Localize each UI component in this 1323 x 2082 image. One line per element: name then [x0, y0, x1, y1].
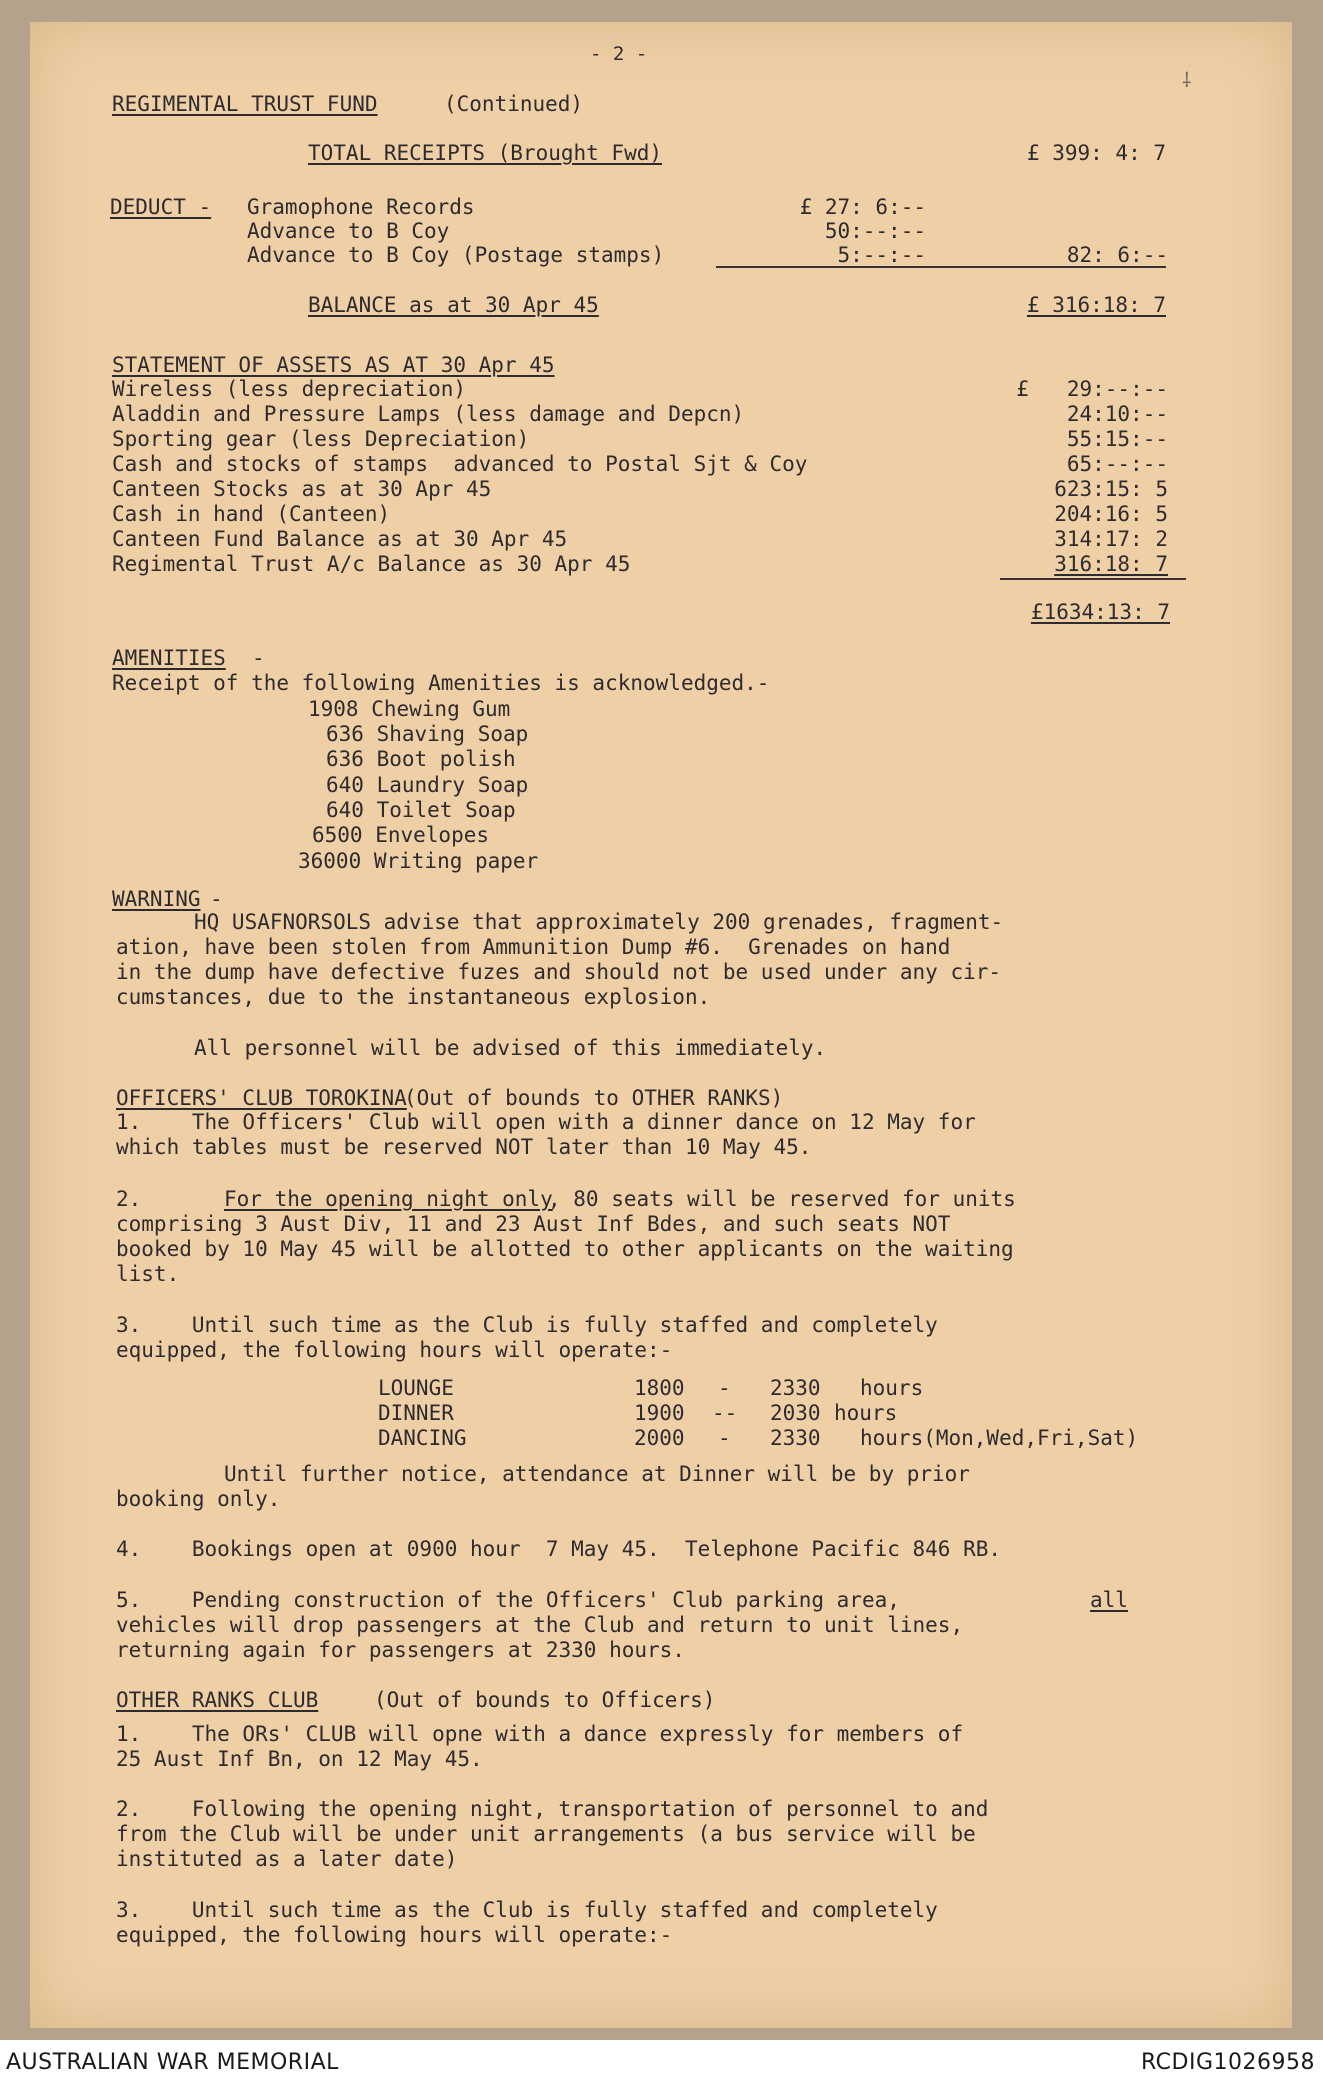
hours-from: 2000 [634, 1426, 685, 1450]
warning-line: HQ USAFNORSOLS advise that approximately 200 grenades, fragment- [194, 910, 1004, 934]
warning-line: cumstances, due to the instantaneous explosion. [116, 985, 711, 1009]
officers-club-p5: vehicles will drop passengers at the Club and return to unit lines, [116, 1613, 964, 1637]
deduction-label: Advance to B Coy (Postage stamps) [247, 243, 665, 267]
officers-club-p2: booked by 10 May 45 will be allotted to other applicants on the waiting [116, 1237, 1014, 1261]
hours-unit: hours(Mon,Wed,Fri,Sat) [860, 1426, 1139, 1450]
warning-line: in the dump have defective fuzes and should not be used under any cir- [116, 960, 1002, 984]
trust-fund-heading: REGIMENTAL TRUST FUND [112, 92, 378, 116]
amenities-heading-suffix: - [252, 646, 265, 670]
asset-value: 55:15:-- [1066, 427, 1168, 451]
amenities-intro: Receipt of the following Amenities is acknowledged.- [112, 671, 770, 695]
officers-club-p1: which tables must be reserved NOT later than 10 May 45. [116, 1135, 812, 1159]
asset-label: Cash in hand (Canteen) [112, 502, 391, 526]
other-ranks-club-heading-suffix: (Out of bounds to Officers) [374, 1688, 716, 1712]
amenity-item: 1908 Chewing Gum [308, 697, 511, 721]
trust-fund-heading-suffix: (Continued) [444, 92, 584, 116]
asset-value: 314:17: 2 [1054, 527, 1168, 551]
asset-label: Wireless (less depreciation) [112, 377, 467, 401]
hours-to: 2330 [770, 1376, 821, 1400]
deduct-label: DEDUCT - [110, 195, 212, 219]
balance-value: £ 316:18: 7 [1026, 293, 1166, 317]
asset-label: Cash and stocks of stamps advanced to Postal Sjt & Coy [112, 452, 808, 476]
page-number: - 2 - [590, 43, 648, 65]
hours-sep: - [718, 1376, 731, 1400]
officers-club-p3: equipped, the following hours will operate:- [116, 1338, 673, 1362]
hours-label: DINNER [378, 1401, 454, 1425]
hours-label: DANCING [378, 1426, 467, 1450]
hours-unit: hours [834, 1401, 898, 1425]
hours-to: 2030 [770, 1401, 821, 1425]
other-ranks-club-p3: 3. Until such time as the Club is fully staffed and completely [116, 1898, 938, 1922]
assets-heading: STATEMENT OF ASSETS AS AT 30 Apr 45 [112, 353, 555, 377]
asset-value: 204:16: 5 [1054, 502, 1168, 526]
officers-club-notice: booking only. [116, 1487, 281, 1511]
other-ranks-club-p2: instituted as a later date) [116, 1847, 458, 1871]
officers-club-p2: list. [116, 1262, 180, 1286]
warning-heading: WARNING [112, 887, 201, 911]
other-ranks-club-p2: 2. Following the opening night, transportation of personnel to and [116, 1797, 989, 1821]
warning-advise: All personnel will be advised of this immediately. [194, 1036, 827, 1060]
officers-club-p2-rest: , 80 seats will be reserved for units [548, 1187, 1016, 1211]
officers-club-p2-num: 2. [116, 1187, 142, 1211]
asset-label: Canteen Fund Balance as at 30 Apr 45 [112, 527, 568, 551]
deduction-total: 82: 6:-- [1066, 243, 1168, 267]
officers-club-p1: 1. The Officers' Club will open with a dinner dance on 12 May for [116, 1110, 976, 1134]
amenity-item: 6500 Envelopes [312, 823, 490, 847]
asset-value: 623:15: 5 [1054, 477, 1168, 501]
amenity-item: 636 Shaving Soap [326, 722, 529, 746]
deduction-rule [716, 266, 1166, 268]
officers-club-p5-emphasis: all [1090, 1588, 1128, 1612]
total-receipts-label: TOTAL RECEIPTS (Brought Fwd) [308, 141, 663, 165]
asset-label: Aladdin and Pressure Lamps (less damage and Depcn) [112, 402, 745, 426]
balance-label: BALANCE as at 30 Apr 45 [308, 293, 599, 317]
amenity-item: 640 Toilet Soap [326, 798, 516, 822]
officers-club-p4: 4. Bookings open at 0900 hour 7 May 45. Telephone Pacific 846 RB. [116, 1537, 1002, 1561]
amenity-item: 36000 Writing paper [298, 849, 539, 873]
amenities-heading: AMENITIES [112, 646, 226, 670]
amenity-item: 640 Laundry Soap [326, 773, 529, 797]
asset-value: £ 29:--:-- [1016, 377, 1168, 401]
officers-club-p3: 3. Until such time as the Club is fully staffed and completely [116, 1313, 938, 1337]
officers-club-p5: 5. Pending construction of the Officers' Club parking area, [116, 1588, 900, 1612]
footer-source: AUSTRALIAN WAR MEMORIAL [6, 2050, 339, 2075]
hours-to: 2330 [770, 1426, 821, 1450]
officers-club-p2: comprising 3 Aust Div, 11 and 23 Aust Inf Bdes, and such seats NOT [116, 1212, 951, 1236]
asset-value: 316:18: 7 [1054, 552, 1168, 576]
asset-value: 24:10:-- [1066, 402, 1168, 426]
total-receipts-value: £ 399: 4: 7 [1026, 141, 1166, 165]
deduction-label: Advance to B Coy [247, 219, 450, 243]
deduction-value: 5:--:-- [837, 243, 926, 267]
officers-club-p5: returning again for passengers at 2330 hours. [116, 1638, 685, 1662]
assets-rule [1000, 578, 1186, 580]
officers-club-notice: Until further notice, attendance at Dinner will be by prior [224, 1462, 970, 1486]
asset-label: Regimental Trust A/c Balance as 30 Apr 45 [112, 552, 631, 576]
other-ranks-club-heading: OTHER RANKS CLUB [116, 1688, 319, 1712]
other-ranks-club-p3: equipped, the following hours will operate:- [116, 1923, 673, 1947]
deduction-value: 50:--:-- [824, 219, 926, 243]
warning-heading-suffix: - [210, 887, 223, 911]
hours-sep: - [718, 1426, 731, 1450]
hours-sep: -- [712, 1401, 738, 1425]
officers-club-p2-emphasis: For the opening night only [224, 1187, 553, 1211]
assets-total: £1634:13: 7 [1030, 600, 1170, 624]
warning-line: ation, have been stolen from Ammunition Dump #6. Grenades on hand [116, 935, 951, 959]
hours-from: 1800 [634, 1376, 685, 1400]
deduction-label: Gramophone Records [247, 195, 475, 219]
ink-mark: ⸸ [1182, 68, 1192, 92]
deduction-value: £ 27: 6:-- [799, 195, 926, 219]
footer-catalog-id: RCDIG1026958 [1140, 2050, 1315, 2075]
officers-club-heading: OFFICERS' CLUB TOROKINA [116, 1086, 407, 1110]
other-ranks-club-p1: 1. The ORs' CLUB will opne with a dance expressly for members of [116, 1722, 964, 1746]
other-ranks-club-p2: from the Club will be under unit arrangements (a bus service will be [116, 1822, 976, 1846]
hours-from: 1900 [634, 1401, 685, 1425]
asset-label: Sporting gear (less Depreciation) [112, 427, 530, 451]
hours-label: LOUNGE [378, 1376, 454, 1400]
amenity-item: 636 Boot polish [326, 747, 516, 771]
officers-club-heading-suffix: (Out of bounds to OTHER RANKS) [404, 1086, 784, 1110]
asset-label: Canteen Stocks as at 30 Apr 45 [112, 477, 492, 501]
other-ranks-club-p1: 25 Aust Inf Bn, on 12 May 45. [116, 1747, 483, 1771]
hours-unit: hours [860, 1376, 924, 1400]
asset-value: 65:--:-- [1066, 452, 1168, 476]
